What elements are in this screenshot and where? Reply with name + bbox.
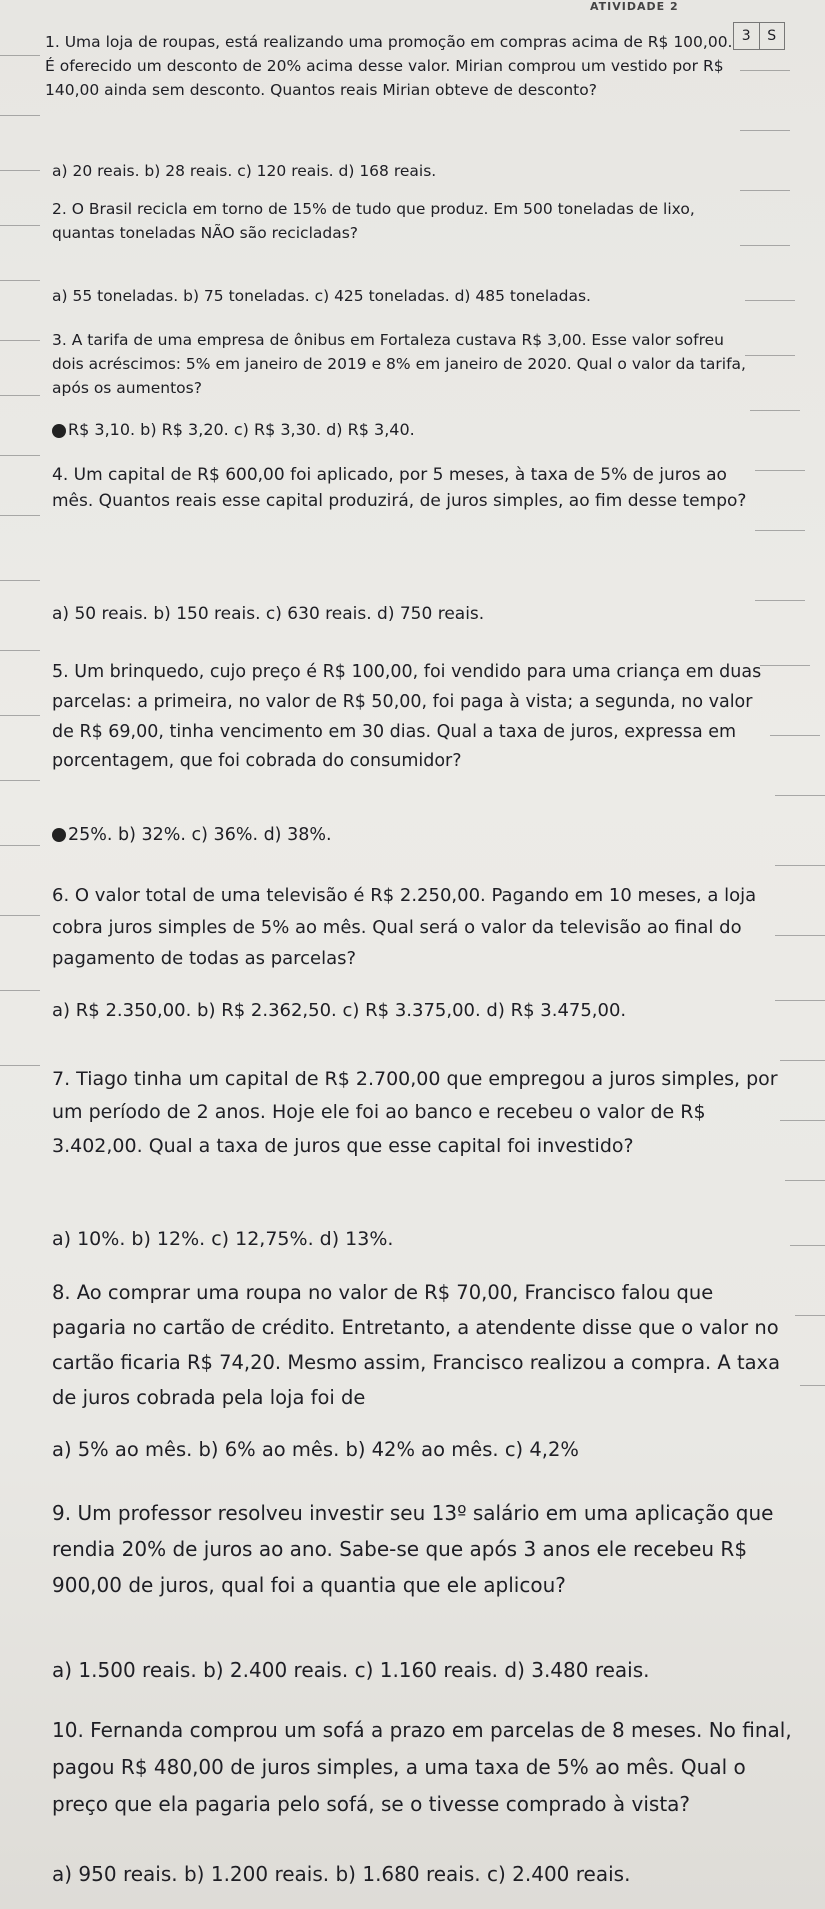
- question-7: [52, 1063, 782, 1163]
- question-4: [52, 462, 762, 515]
- question-10-text: 10. Fernanda comprou um sofá a prazo em parcelas de 8 meses. No final, pagou R$ 480,00 de juros simples, a uma taxa de 5% ao mês. Qual o preço que ela pagaria pelo sofá, se o tivesse comprado à vista?: [52, 1718, 792, 1816]
- question-9-options: a) 1.500 reais. b) 2.400 reais. c) 1.160 reais. d) 3.480 reais.: [52, 1658, 650, 1682]
- marked-answer-icon: [52, 424, 66, 438]
- question-4-text: 4. Um capital de R$ 600,00 foi aplicado, por 5 meses, à taxa de 5% de juros ao mês. Quantos reais esse capital produzirá, de juros simples, ao fim desse tempo?: [52, 465, 747, 512]
- question-8-text: 8. Ao comprar uma roupa no valor de R$ 70,00, Francisco falou que pagaria no cartão de crédito. Entretanto, a atendente disse que o valor no cartão ficaria R$ 74,20. Mesmo assim, Francisco realizou a compra. A taxa de juros cobrada pela loja foi de: [52, 1281, 781, 1410]
- question-2-text: 2. O Brasil recicla em torno de 15% de tudo que produz. Em 500 toneladas de lixo, quantas toneladas NÃO são recicladas?: [52, 200, 695, 243]
- marked-answer-icon: [52, 828, 66, 842]
- question-3-options: [52, 420, 415, 439]
- question-7-options: a) 10%. b) 12%. c) 12,75%. d) 13%.: [52, 1228, 394, 1250]
- question-3: [52, 328, 752, 400]
- question-1-options: a) 20 reais. b) 28 reais. c) 120 reais. d) 168 reais.: [52, 162, 437, 180]
- question-8: [52, 1275, 787, 1415]
- question-5-text: 5. Um brinquedo, cujo preço é R$ 100,00, foi vendido para uma criança em duas parcelas: a primeira, no valor de R$ 50,00, foi paga à vista; a segunda, no valor de R$ 69,00, tinha vencimento em 30 dias. Qual a taxa de juros, expressa em porcentagem, que foi cobrada do consumidor?: [52, 662, 762, 772]
- question-2: [52, 197, 742, 245]
- question-9: [52, 1495, 797, 1603]
- question-5-options-text: 25%. b) 32%. c) 36%. d) 38%.: [68, 825, 332, 845]
- question-4-options: a) 50 reais. b) 150 reais. c) 630 reais. d) 750 reais.: [52, 604, 485, 624]
- page-number-box: [733, 22, 785, 50]
- question-2-options: a) 55 toneladas. b) 75 toneladas. c) 425 toneladas. d) 485 toneladas.: [52, 287, 591, 305]
- question-6-text: 6. O valor total de uma televisão é R$ 2.250,00. Pagando em 10 meses, a loja cobra juros simples de 5% ao mês. Qual será o valor da televisão ao final do pagamento de todas as parcelas?: [52, 885, 757, 969]
- worksheet-title: ATIVIDADE 2: [590, 0, 679, 13]
- page-box-left: 3: [741, 28, 751, 44]
- question-7-text: 7. Tiago tinha um capital de R$ 2.700,00 que empregou a juros simples, por um período de 2 anos. Hoje ele foi ao banco e recebeu o valor de R$ 3.402,00. Qual a taxa de juros que esse capital foi investido?: [52, 1068, 778, 1157]
- question-6-options: a) R$ 2.350,00. b) R$ 2.362,50. c) R$ 3.375,00. d) R$ 3.475,00.: [52, 1000, 627, 1021]
- question-10-options: a) 950 reais. b) 1.200 reais. b) 1.680 reais. c) 2.400 reais.: [52, 1862, 631, 1886]
- question-3-options-text: R$ 3,10. b) R$ 3,20. c) R$ 3,30. d) R$ 3,40.: [68, 420, 415, 439]
- question-9-text: 9. Um professor resolveu investir seu 13º salário em uma aplicação que rendia 20% de juros ao ano. Sabe-se que após 3 anos ele recebeu R$ 900,00 de juros, qual foi a quantia que ele aplicou?: [52, 1501, 774, 1597]
- question-10: [52, 1712, 807, 1823]
- question-1: [45, 30, 735, 102]
- question-1-text: 1. Uma loja de roupas, está realizando uma promoção em compras acima de R$ 100,00. É oferecido um desconto de 20% acima desse valor. Mirian comprou um vestido por R$ 140,00 ainda sem desconto. Quantos reais Mirian obteve de desconto?: [45, 33, 733, 100]
- question-5-options: [52, 825, 332, 845]
- page-box-right: S: [759, 23, 785, 49]
- question-3-text: 3. A tarifa de uma empresa de ônibus em Fortaleza custava R$ 3,00. Esse valor sofreu dois acréscimos: 5% em janeiro de 2019 e 8% em janeiro de 2020. Qual o valor da tarifa, após os aumentos?: [52, 331, 746, 398]
- question-5: [52, 658, 762, 777]
- question-6: [52, 880, 772, 975]
- question-8-options: a) 5% ao mês. b) 6% ao mês. b) 42% ao mês. c) 4,2%: [52, 1438, 579, 1461]
